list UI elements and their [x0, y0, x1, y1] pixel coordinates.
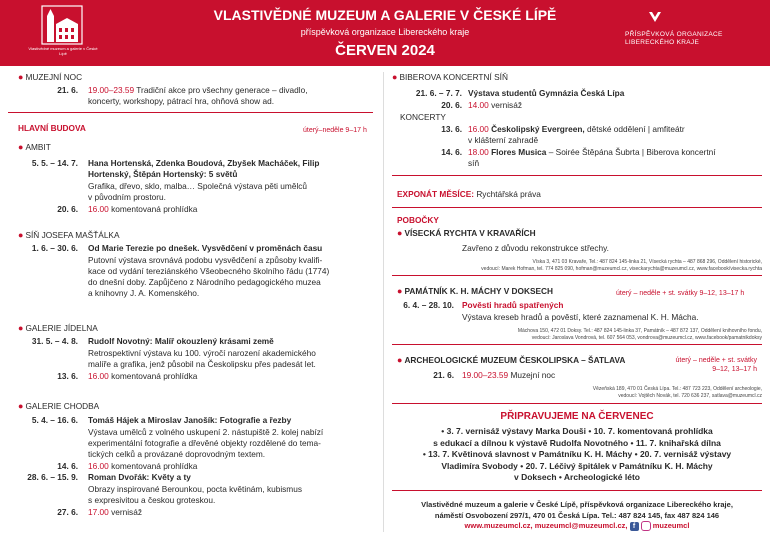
description: kace od vydání tereziánského Všeobecného školního řádu (1774)	[88, 266, 330, 276]
divider	[392, 175, 762, 176]
time: 16.00	[88, 371, 109, 381]
contact-info: Vězeňská 189, 470 01 Česká Lípa. Tel.: 487 723 223, Oddělení archeologie,	[592, 386, 762, 392]
event-text: dětské oddělení | amfiteátr	[587, 124, 685, 134]
description: Putovní výstava srovnává podobu vysvědčení a způsoby kvalifi-	[88, 255, 323, 265]
concerts-label: KONCERTY	[400, 112, 446, 122]
exponat-mesice: EXPONÁT MĚSÍCE: Rychtářská práva	[397, 189, 541, 199]
date: 31. 5. – 4. 8.	[31, 336, 78, 346]
exhibition-title: Od Marie Terezie po dnešek. Vysvědčení v proměnách času	[88, 243, 323, 253]
description: v původním prostoru.	[88, 192, 166, 202]
bullet-icon: ●	[18, 323, 24, 333]
description: a knihovny J. A. Komenského.	[88, 288, 200, 298]
event-text: komentovaná prohlídka	[111, 461, 198, 471]
section-pobocky: POBOČKY	[397, 215, 439, 225]
page-subtitle: příspěvková organizace Libereckého kraje	[300, 27, 470, 37]
date: 5. 5. – 14. 7.	[31, 158, 78, 168]
bullet-icon: ●	[18, 72, 24, 82]
exhibition-title: Tomáš Hájek a Miroslav Janošík: Fotografie a řezby	[88, 415, 292, 425]
description: do dnešní doby. Zapůjčeno z Národního pedagogického muzea	[88, 277, 321, 287]
event-text: – Soirée Štěpána Šubrta | Biberova koncertní	[548, 147, 716, 157]
section-hlavni-budova: HLAVNÍ BUDOVA	[18, 123, 86, 133]
time: 16.00	[88, 204, 109, 214]
divider	[8, 112, 373, 113]
opening-hours: úterý–neděle 9–17 h	[303, 127, 367, 134]
date: 1. 6. – 30. 6.	[31, 243, 78, 253]
upcoming-line: • 13. 7. Květinová slavnost v Památníku K. H. Máchy • 20. 7. vernisáž výstavy	[422, 449, 732, 459]
description: Obrazy inspirované Berounkou, pocta květinám, kubismus	[88, 484, 302, 494]
date: 21. 6.	[57, 85, 78, 95]
event-text: síň	[468, 158, 480, 168]
exhibition-title: Výstava studentů Gymnázia Česká Lípa	[468, 88, 625, 98]
footer	[392, 500, 762, 532]
time: 19.00–23.59	[462, 370, 509, 380]
contact-info: Máchova 150, 472 01 Doksy. Tel.: 487 824 145-linka 37, Památník – 487 872 137, Oddělení knihovního fondu,	[517, 328, 762, 334]
date: 6. 4. – 28. 10.	[403, 300, 454, 310]
upcoming-line: s edukací a dílnou k výstavě Rudolfa Novotného • 11. 7. knihařská dílna	[433, 437, 721, 448]
section-biberova: ● BIBEROVA KONCERTNÍ SÍŇ	[392, 72, 508, 82]
upcoming-line: • 3. 7. vernisáž výstavy Marka Douši • 10. 7. komentovaná prohlídka	[441, 426, 713, 436]
divider	[392, 275, 762, 276]
bullet-icon: ●	[18, 230, 24, 240]
contact-info: Víska 3, 471 03 Kravaře, Tel.: 487 824 145-linka 21, Vísecká rychta – 487 868 296, Oddělení historické,	[532, 259, 762, 265]
time: 16.00	[88, 461, 109, 471]
section-sin: ● SÍŇ JOSEFA MAŠŤÁLKA	[18, 230, 120, 240]
description: Retrospektivní výstava ku 100. výročí narození akademického	[88, 348, 316, 358]
exhibition-title: Pověsti hradů spatřených	[462, 300, 564, 310]
date: 21. 6. – 7. 7.	[415, 88, 462, 98]
description: malíře a grafika, jenž působil na Českolipsku přes padesát let.	[88, 359, 316, 369]
org-line1: PŘÍSPĚVKOVÁ ORGANIZACE	[625, 31, 723, 38]
social-handle[interactable]: muzeumcl	[652, 521, 690, 530]
footer-line: náměstí Osvobození 297/1, 470 01 Česká Lípa. Tel.: 487 824 145, fax 487 824 146	[434, 510, 720, 520]
upcoming-line: v Doksech • Archeologické léto	[514, 472, 640, 482]
event-text: vernisáž	[491, 100, 522, 110]
event-text: v klášterní zahradě	[468, 135, 539, 145]
description: Výstava umělců z volného uskupení 2. nástupiště 2. kolej nabízí	[88, 427, 324, 437]
date: 21. 6.	[433, 370, 454, 380]
event-text: koncerty, workshopy, pátrací hra, ohňová show ad.	[88, 96, 275, 106]
time: 19.00–23.59	[88, 85, 135, 95]
date: 14. 6.	[441, 147, 462, 157]
footer-line: Vlastivědné muzeum a galerie v České Lípě, příspěvková organizace Libereckého kraje,	[421, 500, 733, 509]
time: 14.00	[468, 100, 489, 110]
exhibition-title: Rudolf Novotný: Malíř okouzlený krásami země	[88, 336, 274, 346]
divider	[392, 490, 762, 491]
time: 17.00	[88, 507, 109, 517]
opening-hours: 9–12, 13–17 h	[712, 366, 757, 373]
bullet-icon: ●	[18, 401, 24, 411]
description: Výstava kreseb hradů a pověstí, které zaznamenal K. H. Mácha.	[462, 312, 699, 322]
exhibition-title: Hana Hortenská, Zdenka Boudová, Zbyšek Macháček, Filip	[88, 158, 320, 168]
section-archeo: ● ARCHEOLOGICKÉ MUZEUM ČESKOLIPSKA – ŠATLAVA	[397, 355, 626, 365]
date: 28. 6. – 15. 9.	[27, 472, 78, 482]
description: s expresivitou a českou groteskou.	[88, 495, 216, 505]
bullet-icon: ●	[18, 142, 24, 152]
concert-title: Českolipský Evergreen,	[491, 124, 585, 134]
exhibition-title: Hortenský, Štěpán Hortenský: 5 světů	[88, 169, 238, 179]
upcoming-line: Vladimíra Svobody • 20. 7. Léčivý špitálek v Památníku K. H. Máchy	[441, 460, 713, 471]
event-text: komentovaná prohlídka	[111, 371, 198, 381]
facebook-icon[interactable]: f	[630, 522, 639, 531]
contact-links[interactable]: www.muzeumcl.cz, muzeumcl@muzeumcl.cz,	[464, 521, 628, 530]
section-muzejni-noc: ● MUZEJNÍ NOC	[18, 72, 83, 82]
opening-hours: úterý – neděle + st. svátky	[675, 357, 757, 364]
section-visecka: ● VÍSECKÁ RYCHTA V KRAVAŘÍCH	[397, 228, 536, 238]
section-jidelna: ● GALERIE JÍDELNA	[18, 323, 98, 333]
instagram-icon[interactable]	[641, 521, 651, 531]
date: 20. 6.	[57, 204, 78, 214]
bullet-icon: ●	[392, 72, 398, 82]
upcoming-title: PŘIPRAVUJEME NA ČERVENEC	[500, 411, 654, 422]
header-banner	[0, 0, 770, 66]
bullet-icon: ●	[397, 286, 403, 296]
description: experimentální fotografie a dřevěné objekty rozdělené do tema-	[88, 438, 321, 448]
date: 27. 6.	[57, 507, 78, 517]
section-chodba: ● GALERIE CHODBA	[18, 401, 100, 411]
time: 16.00	[468, 124, 489, 134]
event-text: komentovaná prohlídka	[111, 204, 198, 214]
logo-caption: Vlastivědné muzeum a galerie v České Lípě	[28, 46, 98, 56]
page-title: VLASTIVĚDNÉ MUZEUM A GALERIE V ČESKÉ LÍPĚ	[213, 7, 557, 23]
divider	[392, 344, 762, 345]
bullet-icon: ●	[397, 355, 403, 365]
upcoming-list	[392, 426, 762, 484]
event-text: Tradiční akce pro všechny generace – divadlo,	[136, 85, 308, 95]
date: 13. 6.	[441, 124, 462, 134]
date: 13. 6.	[57, 371, 78, 381]
date: 14. 6.	[57, 461, 78, 471]
divider	[392, 207, 762, 208]
column-divider	[383, 72, 384, 532]
event-text: Muzejní noc	[510, 370, 556, 380]
description: tických celků a provázané doprovodným textem.	[88, 449, 266, 459]
region-mark-icon	[647, 10, 663, 24]
exhibition-title: Roman Dvořák: Květy a ty	[88, 472, 191, 482]
time: 18.00	[468, 147, 489, 157]
date: 5. 4. – 16. 6.	[31, 415, 78, 425]
org-line2: LIBERECKÉHO KRAJE	[625, 39, 700, 46]
month-title: ČERVEN 2024	[335, 42, 435, 59]
divider	[392, 403, 762, 404]
description: Grafika, dřevo, sklo, malba… Společná výstava pěti umělců	[88, 181, 308, 191]
contact-info: vedoucí: Vojtěch Novák, tel. 720 636 237, satlava@muzeumcl.cz	[618, 392, 762, 399]
contact-info: vedoucí: Jaroslava Vondrová, tel. 607 564 053, vondrova@muzeumcl.cz, www.facebook/pamatnikdoksy	[531, 334, 762, 341]
contact-info: vedoucí: Marek Hofman, tel. 774 825 090, hofman@muzeumcl.cz, viseckarychta@muzeumcl.cz, www.facebook/visecka.rychta	[481, 265, 762, 272]
concert-title: Flores Musica	[491, 147, 547, 157]
section-ambit: ● AMBIT	[18, 142, 51, 152]
description: Zavřeno z důvodu rekonstrukce střechy.	[462, 243, 609, 253]
opening-hours: úterý – neděle + st. svátky 9–12, 13–17 h	[616, 290, 745, 297]
section-pamatnik: ● PAMÁTNÍK K. H. MÁCHY V DOKSECH	[397, 286, 554, 296]
bullet-icon: ●	[397, 228, 403, 238]
event-text: vernisáž	[111, 507, 142, 517]
date: 20. 6.	[441, 100, 462, 110]
